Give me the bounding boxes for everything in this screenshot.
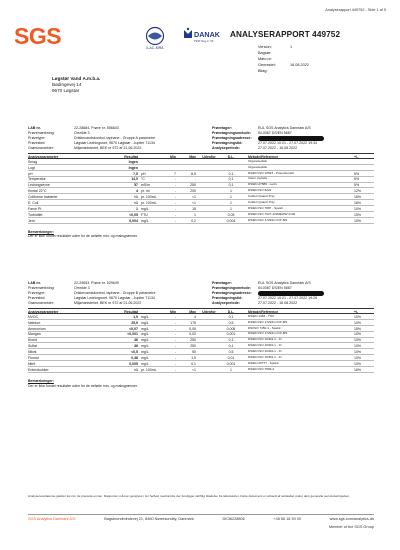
footer-member: Member of the SGS Group — [328, 525, 374, 529]
table-cell: 10% — [354, 218, 362, 223]
column-header: Metode/Reference — [248, 309, 279, 314]
table-cell: Smag — [28, 159, 38, 164]
table-cell: Jern — [28, 218, 35, 223]
table-cell: - — [174, 338, 176, 343]
recipient-address — [52, 76, 100, 95]
table-cell: Fluorid — [28, 356, 39, 361]
recipient-name: Løgstør Vand A.m.b.a. — [52, 76, 101, 81]
meta-label: Mato.nr: — [258, 57, 272, 61]
table-cell: 10% — [354, 350, 362, 355]
info-value: Løgstør Ledningsnet, 9670 Løgstør - Jupiter 71134 — [74, 296, 156, 300]
table-cell: <0,07 — [129, 326, 138, 331]
table-cell: 10% — [354, 332, 362, 337]
table-cell: 7 — [174, 171, 176, 176]
column-header: Max — [189, 154, 196, 159]
table-cell: 16% — [354, 195, 362, 200]
remarks — [28, 379, 138, 388]
table-cell: <1 — [192, 195, 196, 200]
table-cell: DS/EN ISO 7887 - Spektr. — [248, 205, 284, 210]
table-cell: Mangan — [28, 332, 41, 337]
table-cell: - — [174, 177, 176, 182]
table-cell: 1 — [230, 201, 232, 206]
table-cell: 0,005 — [129, 361, 138, 366]
table-cell: <1 — [134, 195, 138, 200]
sample-section-2 — [28, 281, 374, 421]
table-cell: 0,5 — [228, 350, 234, 355]
table-cell: 175 — [190, 320, 196, 325]
table-cell: 0,2 — [191, 218, 196, 223]
footer-divider — [28, 514, 374, 515]
table-cell: Ingen — [128, 159, 138, 164]
table-cell: mg/L — [141, 344, 149, 349]
table-cell: - — [174, 356, 176, 361]
table-cell: - — [174, 367, 176, 372]
table-cell: Coliforme bakterier — [28, 195, 58, 200]
table-cell: DS/EN ISO 10304-1 - IC — [248, 355, 282, 360]
table-cell: mg/L — [141, 218, 149, 223]
info-key: LAB nr. — [28, 281, 41, 285]
table-cell: Turbiditet — [28, 212, 43, 217]
table-cell: pr. 100mL — [141, 195, 157, 200]
table-cell: DS/EN ISO 6222 — [248, 188, 272, 193]
table-cell: - — [174, 350, 176, 355]
table-cell: Kimtal 22°C — [28, 189, 47, 194]
table-cell: - — [174, 206, 176, 211]
footer-address: Bagsbrondmindevej 21, 8460 Nørresundby, Danmark — [104, 517, 194, 521]
table-cell: Colilert Quanti-Tray — [248, 200, 275, 205]
table-cell: 1,9 — [133, 314, 138, 319]
table-cell: 36 — [134, 344, 138, 349]
table-cell: 1 — [230, 195, 232, 200]
table-cell: 0,05 — [189, 326, 196, 331]
table-cell: <1 — [192, 367, 196, 372]
info-row — [28, 301, 156, 306]
table-cell: - — [174, 326, 176, 331]
table-cell: Organoleptisk — [248, 158, 268, 163]
remarks — [28, 230, 138, 239]
danak-logo — [178, 26, 222, 50]
table-cell: FTU — [141, 212, 148, 217]
table-cell: <0,5 — [131, 350, 138, 355]
table-cell: 5% — [354, 171, 360, 176]
table-cell: DS/EN ISO 10304-1 - IC — [248, 349, 282, 354]
column-header: Analyseparameter — [28, 309, 59, 314]
ilac-logo — [142, 26, 168, 50]
footer-web[interactable]: www.sgs.com/analytics-dk — [329, 517, 374, 521]
table-cell: pr. 100mL — [141, 201, 157, 206]
table-cell: 12% — [354, 189, 362, 194]
table-cell: DS/EN ISO 17294m ICP-MS — [248, 331, 288, 336]
table-cell: 8,5 — [191, 171, 196, 176]
column-header: +/- — [354, 309, 359, 314]
table-cell: 4 — [194, 314, 196, 319]
remarks-title: Bemærkninger: — [28, 229, 54, 234]
table-cell: 5% — [354, 177, 360, 182]
info-value: 27.07.2022 10:21 - 27.07.2022 19:34 — [258, 141, 318, 145]
redacted-address — [258, 136, 324, 141]
column-header: +/- — [354, 154, 359, 159]
info-key: Analyseperiode: — [212, 301, 240, 305]
table-cell: 10% — [354, 361, 362, 366]
table-cell: 0,1 — [228, 171, 234, 176]
table-cell: 10% — [354, 338, 362, 343]
info-value: Omrilde 3 — [74, 131, 90, 135]
table-cell: mg/L — [141, 332, 149, 337]
table-cell: 1 — [136, 206, 138, 211]
sample-info-left — [28, 281, 156, 306]
table-cell: DS/EN ISO 7899-2 — [248, 366, 275, 371]
report-title: ANALYSERAPPORT 449752 — [230, 30, 341, 39]
meta-label: Genrestet: — [258, 63, 276, 67]
info-key: Prøvetagningsmetode: — [212, 286, 251, 290]
table-cell: 15% — [354, 212, 362, 217]
table-cell: - — [174, 314, 176, 319]
table-cell: 0,005 — [226, 326, 236, 331]
footer-company: SGS Analytics Danmark A/S — [28, 517, 76, 521]
column-header: Min — [169, 154, 176, 159]
table-cell: DS/EN 27888 - Ledn. — [248, 182, 278, 187]
table-cell: Klorid — [28, 338, 37, 343]
column-header: Metode/Reference — [248, 154, 279, 159]
column-header: Min — [169, 309, 176, 314]
table-cell: Organoleptisk — [248, 164, 268, 169]
meta-label: Bagsør: — [258, 51, 272, 55]
table-cell: mS/m — [141, 183, 151, 188]
table-cell: pr. ml — [141, 189, 150, 194]
table-cell: 0,004 — [129, 218, 138, 223]
table-cell: Lugt — [28, 165, 35, 170]
table-cell: 250 — [190, 344, 196, 349]
table-cell: 4 — [136, 189, 138, 194]
table-cell: DS/EN ISO 10304-1 - IC — [248, 343, 282, 348]
table-cell: 0,48 — [131, 356, 138, 361]
table-cell: <1 — [134, 201, 138, 206]
sample-section-1 — [28, 126, 374, 266]
table-cell: - — [174, 195, 176, 200]
table-cell: - — [174, 218, 176, 223]
table-cell: 0,001 — [226, 332, 236, 337]
info-value: Omrilde 3 — [74, 286, 90, 290]
info-key: LAB nr. — [28, 126, 41, 130]
column-header: Analyseparameter — [28, 154, 59, 159]
info-key: Analyseperiode: — [212, 146, 240, 150]
table-cell: Enterokokker — [28, 367, 49, 372]
table-cell: 1,5 — [191, 356, 196, 361]
table-cell: <1 — [134, 367, 138, 372]
recipient-city: 9670 Løgstør — [52, 88, 80, 94]
table-cell: <0,05 — [129, 212, 138, 217]
table-cell: 25,9 — [131, 320, 138, 325]
table-cell: DS/EN ISO 7027-1/SMEWW 2130 — [248, 211, 296, 216]
recipient-street: Bødingevej 14 — [52, 82, 82, 88]
sgs-logo: SGS — [14, 24, 82, 50]
table-cell: - — [174, 332, 176, 337]
table-cell: <1 — [192, 201, 196, 206]
table-cell: 0,1 — [191, 361, 196, 366]
redacted-address — [258, 291, 324, 296]
table-cell: mg/L — [141, 326, 149, 331]
table-cell: DS/EN ISO 17294m ICP-MS — [248, 217, 288, 222]
table-cell: pr. 100mL — [141, 367, 157, 372]
info-key: Prøvested: — [28, 141, 46, 145]
table-cell: mg/L — [141, 350, 149, 355]
footer-legal: Analyseresultaterne gælder kun for de prøvede emner. Rapporten må kun gengives i sin helhed medmindre der foreligger skriftlig tilladelse fra laboratoriet. Dette dokument er udstedt af selskabet under dets generelle servicebetingelser. — [28, 494, 350, 498]
table-row — [28, 218, 374, 224]
footer-contact — [28, 517, 374, 522]
meta-label: Version: — [258, 45, 272, 49]
info-value: 22-28684, Prøve nr. 556843 — [74, 126, 119, 130]
footer-phone: +45 56 18 59 00 — [273, 517, 301, 521]
table-cell: 250 — [190, 338, 196, 343]
table-cell: mg/L — [141, 314, 149, 319]
table-cell: Temperatur — [28, 177, 46, 182]
info-value: 27.07.2022 10:21 - 27.07.2022 19:26 — [258, 296, 318, 300]
table-cell: DS/ISO 7150-1 - Spektr. — [248, 325, 282, 330]
info-value: Drikkevandskontrol, taphane - Gruppe B parametre — [74, 291, 156, 295]
sample-info-left — [28, 126, 155, 151]
ilac-label: ILAC-MRA — [146, 46, 164, 50]
table-cell: pH — [28, 171, 33, 176]
table-cell: - — [174, 344, 176, 349]
info-key: Prøvetager: — [212, 281, 232, 285]
table-cell: Nitrit — [28, 361, 36, 366]
info-value: IN-0087 DS/EN 5667 — [258, 286, 292, 290]
table-cell: <0,001 — [127, 332, 138, 337]
table-cell: 250 — [190, 183, 196, 188]
table-cell: 1 — [194, 212, 196, 217]
info-key: Grønsnavrekter: — [28, 301, 54, 305]
column-header: Udenfor — [202, 309, 216, 314]
table-cell: Natrium — [28, 320, 41, 325]
info-key: Prøvetagningsadresse: — [212, 136, 252, 140]
table-cell: DS/EN 1484 - TOC — [248, 313, 275, 318]
info-key: Prøvetagningstid: — [212, 141, 243, 145]
meta-value: 16.08.2022 — [290, 63, 310, 67]
table-cell: Intern metode — [248, 176, 268, 181]
info-key: Prøvetype: — [28, 136, 46, 140]
table-cell: 10% — [354, 344, 362, 349]
table-cell: - — [174, 212, 176, 217]
remarks-text: Der er ikke fundet resultater uden for de anførte min- og maksgrænser. — [28, 234, 138, 239]
table-cell: 16% — [354, 367, 362, 372]
table-cell: 46 — [134, 338, 138, 343]
danak-reg: TEST Reg.nr. 50 — [194, 40, 214, 43]
info-row — [212, 146, 317, 151]
info-key: Prøvested: — [28, 296, 46, 300]
table-cell: mg/L — [141, 338, 149, 343]
table-cell: 0,1 — [228, 177, 234, 182]
meta-row — [258, 68, 309, 74]
info-value: Løgstør Ledningsnet, 9670 Løgstør - Jupiter 71134 — [74, 141, 156, 145]
info-key: Prøvetagningstid: — [212, 296, 243, 300]
info-value: IN-0087 DS/EN 5667 — [258, 131, 292, 135]
table-cell: mg/L — [141, 361, 149, 366]
info-value: Miljøministeriet, BEK nr 972 af 21.06.2022 — [74, 301, 142, 305]
table-cell: 0,1 — [228, 183, 234, 188]
info-value: 27.07.2022 - 16.08.2022 — [258, 146, 298, 150]
info-key: Prøvetagningsmetode: — [212, 131, 251, 135]
info-row — [28, 146, 155, 151]
table-cell: - — [194, 177, 196, 182]
info-value: Miljøministeriet, BEK nr 972 af 21.06.2022 — [74, 146, 142, 150]
table-cell: 50 — [192, 350, 196, 355]
info-value: 22-29653, Prøve nr. 529649 — [74, 281, 119, 285]
meta-value: 1 — [290, 45, 293, 49]
table-cell: 15% — [354, 326, 362, 331]
info-value: EUL SGS Analytics Danmark A/S — [258, 281, 311, 285]
table-cell: DS/EN ISO 10523 - Potentiometri — [248, 170, 295, 175]
table-cell: mg/L — [141, 206, 149, 211]
table-cell: - — [174, 201, 176, 206]
table-cell: Nitrat — [28, 350, 37, 355]
table-cell: E. Coli — [28, 201, 39, 206]
table-cell: 7,5 — [133, 171, 138, 176]
table-cell: 0,05 — [227, 212, 235, 217]
table-cell: Sulfat — [28, 344, 37, 349]
remarks-text: Der er ikke fundet resultater uden for de anførte min- og maksgrænser. — [28, 383, 138, 388]
column-header: Udenfor — [202, 154, 216, 159]
table-cell: Farve Pt — [28, 206, 42, 211]
table-cell: 10% — [354, 206, 362, 211]
table-cell: - — [174, 361, 176, 366]
table-cell: Colilert Quanti-Tray — [248, 194, 275, 199]
column-header: Max — [189, 309, 196, 314]
table-cell: 16% — [354, 201, 362, 206]
info-value: EUL SGS Analytics Danmark A/S — [258, 126, 311, 130]
table-cell: - — [174, 189, 176, 194]
info-key: Grønsnavrekter: — [28, 146, 54, 150]
page-indicator: Analyserapport 449752 - Side 1 af 5 — [325, 8, 386, 12]
report-meta — [258, 44, 309, 74]
table-cell: 10% — [354, 320, 362, 325]
table-cell: 0,02 — [189, 332, 196, 337]
table-cell: Ingen — [128, 165, 138, 170]
info-key: Prøvemærkning: — [28, 131, 55, 135]
table-cell: Ledningsevne — [28, 183, 50, 188]
table-cell: DS/EN 26777 - Spektr. — [248, 360, 280, 365]
table-cell: pH — [141, 171, 146, 176]
table-cell: DS/EN ISO 17294m ICP-MS — [248, 319, 288, 324]
table-cell: Ammonium — [28, 326, 46, 331]
table-row — [28, 367, 374, 373]
table-cell: - — [174, 183, 176, 188]
column-header: D.L. — [227, 154, 235, 159]
info-value: Drikkevandskontrol, taphane - Gruppe A parametre — [74, 136, 156, 140]
footer-cvr: DK36228806 — [222, 517, 245, 521]
table-cell: 0,001 — [226, 361, 236, 366]
remarks-title: Bemærkninger: — [28, 379, 54, 383]
table-cell: 15 — [192, 206, 196, 211]
table-cell: 0,1 — [228, 338, 234, 343]
table-cell: 1 — [230, 206, 232, 211]
table-cell: mg/L — [141, 356, 149, 361]
info-row — [212, 301, 317, 306]
table-cell: 1 — [230, 367, 232, 372]
table-cell: 0,1 — [228, 314, 234, 319]
table-cell: 0,01 — [227, 356, 235, 361]
info-key: Prøvetagningsadresse: — [212, 291, 252, 295]
table-cell: 57 — [134, 183, 138, 188]
table-cell: mg/L — [141, 320, 149, 325]
info-value: 27.07.2022 - 16.08.2022 — [258, 301, 298, 305]
meta-label: Bilag: — [258, 69, 268, 73]
table-cell: NVOC — [28, 314, 39, 319]
table-cell: 0,1 — [228, 344, 234, 349]
table-cell: 14,0 — [131, 177, 138, 182]
table-cell: 0,5 — [228, 320, 234, 325]
table-cell: 5% — [354, 183, 360, 188]
results-table — [28, 308, 374, 373]
column-header: Resultat — [124, 154, 138, 159]
info-key: Prøvetager: — [212, 126, 232, 130]
column-header: D.L. — [227, 309, 235, 314]
table-cell: 1 — [230, 189, 232, 194]
danak-label: DANAK — [194, 30, 220, 39]
table-cell: DS/EN ISO 10304-1 - IC — [248, 337, 282, 342]
info-key: Prøvemærkning: — [28, 286, 55, 290]
results-table — [28, 153, 374, 224]
info-key: Prøvetype: — [28, 291, 46, 295]
table-cell: 0,004 — [226, 218, 236, 223]
table-cell: 10% — [354, 356, 362, 361]
table-cell: °C — [141, 177, 145, 182]
table-cell: 10% — [354, 314, 362, 319]
table-cell: 200 — [190, 189, 196, 194]
table-cell: - — [174, 320, 176, 325]
column-header: Resultat — [124, 309, 138, 314]
